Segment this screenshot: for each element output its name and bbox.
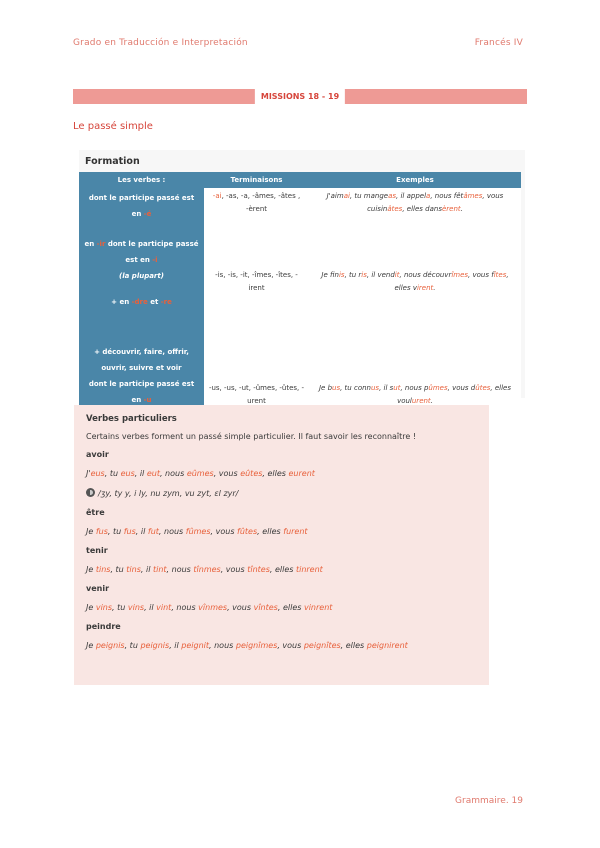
text-fragment: , nous découvr xyxy=(399,271,452,279)
text-fragment: , vous xyxy=(210,527,238,536)
ending-highlight: vins xyxy=(95,603,113,612)
text-fragment: , tu r xyxy=(344,271,362,279)
ending-highlight: tins xyxy=(126,565,141,574)
text-fragment: , il appel xyxy=(396,192,427,200)
row-label-u xyxy=(79,330,204,410)
text-fragment: , vous xyxy=(227,603,254,612)
text-fragment: , il s xyxy=(379,384,394,392)
ending-highlight: âmes xyxy=(463,192,483,200)
ending-highlight: us xyxy=(370,384,380,392)
row-label-ir xyxy=(79,234,204,330)
ending-highlight: vinrent xyxy=(303,603,333,612)
col-header-verbes: Les verbes : xyxy=(79,172,204,188)
ending-highlight: is xyxy=(338,271,345,279)
conjugation-peindre xyxy=(86,641,477,651)
row-label-ending: -re xyxy=(160,298,172,306)
ending-highlight: eurent xyxy=(288,469,315,478)
text-fragment: , elles v xyxy=(394,271,509,292)
text-fragment: , nous xyxy=(209,641,236,650)
ending-highlight: fûmes xyxy=(185,527,211,536)
conjugation-table xyxy=(79,172,521,410)
ending-highlight: peignîmes xyxy=(235,641,278,650)
verb-tenir: tenir xyxy=(86,546,108,555)
text-fragment: , nous xyxy=(159,469,187,478)
text-fragment: . xyxy=(460,205,463,213)
text-fragment: Je xyxy=(86,641,96,650)
table-row xyxy=(79,330,521,410)
text-fragment: , il xyxy=(140,565,153,574)
ending-highlight: peignîtes xyxy=(303,641,341,650)
text-fragment: , vous xyxy=(277,641,304,650)
text-fragment: , elles xyxy=(277,603,304,612)
text-fragment: , -as, -a, -âmes, -âtes , -èrent xyxy=(221,192,301,213)
ending-highlight: tint xyxy=(152,565,167,574)
row-label-text: + en xyxy=(111,298,132,306)
text-fragment: , vous xyxy=(220,565,248,574)
header-subject: Francés IV xyxy=(474,38,523,48)
ending-highlight: us xyxy=(332,384,341,392)
conjugation-tenir xyxy=(86,565,477,575)
ending-highlight: èrent xyxy=(442,205,461,213)
ending-highlight: vins xyxy=(127,603,145,612)
ending-highlight: ut xyxy=(393,384,401,392)
ending-highlight: is xyxy=(361,271,367,279)
ending-highlight: vint xyxy=(156,603,172,612)
text-fragment: , vous d xyxy=(447,384,476,392)
verb-peindre: peindre xyxy=(86,622,121,631)
ending-highlight: îmes xyxy=(451,271,469,279)
row-label-ending: -u xyxy=(143,396,152,404)
text-fragment: , vous xyxy=(213,469,241,478)
text-fragment: , tu conn xyxy=(340,384,371,392)
ending-highlight: tinrent xyxy=(295,565,323,574)
table-row xyxy=(79,234,521,330)
ending-highlight: it xyxy=(394,271,400,279)
text-fragment: Je b xyxy=(318,384,333,392)
terminations-cell xyxy=(204,234,309,330)
row-label-text: dont le participe passé est en xyxy=(105,240,199,264)
ending-highlight: furent xyxy=(283,527,308,536)
text-fragment: , elles xyxy=(257,527,284,536)
ending-highlight: eûtes xyxy=(240,469,263,478)
ending-highlight: a xyxy=(426,192,431,200)
row-label-ending: -i xyxy=(152,256,158,264)
text-fragment: , elles xyxy=(269,565,296,574)
phonetic-line xyxy=(86,488,477,499)
text-fragment: , elles dans xyxy=(402,205,442,213)
ending-highlight: eûmes xyxy=(186,469,214,478)
ending-highlight: tîntes xyxy=(247,565,270,574)
col-header-exemples: Exemples xyxy=(309,172,521,188)
page-footer: Grammaire. 19 xyxy=(455,796,523,806)
ending-highlight: peignit xyxy=(181,641,210,650)
text-fragment: J'aim xyxy=(326,192,344,200)
terminations-cell xyxy=(204,188,309,234)
ending-highlight: âtes xyxy=(387,205,403,213)
row-label-note: (la plupart) xyxy=(119,272,164,280)
header-course: Grado en Traducción e Interpretación xyxy=(73,38,248,48)
text-fragment: , nous xyxy=(171,603,199,612)
ending-highlight: -ai xyxy=(212,192,222,200)
ending-highlight: tins xyxy=(95,565,111,574)
conjugation-venir xyxy=(86,603,477,613)
text-fragment: , nous xyxy=(166,565,194,574)
row-label-ending: -dre xyxy=(131,298,148,306)
missions-banner xyxy=(73,89,527,104)
ending-highlight: ai xyxy=(343,192,350,200)
examples-cell xyxy=(309,188,521,234)
ending-highlight: fut xyxy=(147,527,159,536)
text-fragment: , tu mange xyxy=(349,192,389,200)
ending-highlight: fus xyxy=(95,527,108,536)
ending-highlight: vînmes xyxy=(198,603,228,612)
text-fragment: , il xyxy=(144,603,157,612)
formation-box xyxy=(79,150,525,405)
ending-highlight: ûtes xyxy=(475,384,491,392)
ending-highlight: ûmes xyxy=(428,384,448,392)
ending-highlight: peignis xyxy=(140,641,170,650)
text-fragment: Je xyxy=(86,565,96,574)
box-intro: Certains verbes forment un passé simple particulier. Il faut savoir les reconnaître ! xyxy=(86,432,417,441)
examples-cell xyxy=(309,330,521,410)
text-fragment: , tu xyxy=(110,565,127,574)
text-fragment: . xyxy=(430,397,433,405)
formation-title: Formation xyxy=(85,156,140,167)
text-fragment: -us, -us, -ut, -ûmes, -ûtes, -urent xyxy=(208,384,305,405)
text-fragment: , nous p xyxy=(400,384,429,392)
table-row xyxy=(79,188,521,234)
text-fragment: , vous f xyxy=(468,271,494,279)
ending-highlight: fus xyxy=(123,527,136,536)
text-fragment: Je xyxy=(86,527,96,536)
row-label-text: + découvrir, faire, offrir, ouvrir, suivre et voir xyxy=(94,348,189,372)
box-title: Verbes particuliers xyxy=(86,414,177,424)
ending-highlight: eus xyxy=(90,469,105,478)
text-fragment: , tu xyxy=(112,603,128,612)
conjugation-etre xyxy=(86,527,477,537)
section-title: Le passé simple xyxy=(73,121,153,132)
text-fragment: , il xyxy=(135,527,148,536)
text-fragment: , nous fêt xyxy=(430,192,464,200)
col-header-terminaisons: Terminaisons xyxy=(204,172,309,188)
row-label-text: en xyxy=(84,240,97,248)
row-label-text: dont le participe passé est en xyxy=(88,380,195,404)
verbes-particuliers-box xyxy=(74,405,489,685)
verb-avoir: avoir xyxy=(86,450,109,459)
row-label-ending: -ir xyxy=(96,240,106,248)
terminations-cell xyxy=(204,330,309,410)
verb-venir: venir xyxy=(86,584,110,593)
text-fragment: Je fin xyxy=(321,271,339,279)
table-header-row xyxy=(79,172,521,188)
row-label-text: dont le participe passé est en xyxy=(88,194,195,218)
row-label-er xyxy=(79,188,204,234)
text-fragment: . xyxy=(433,284,436,292)
text-fragment: , il xyxy=(169,641,182,650)
banner-label: MISSIONS 18 - 19 xyxy=(255,89,345,104)
verb-etre: être xyxy=(86,508,105,517)
text-fragment: , tu xyxy=(124,641,141,650)
text-fragment: , elles xyxy=(262,469,289,478)
ending-highlight: as xyxy=(388,192,397,200)
row-label-ending: -é xyxy=(143,210,152,218)
ending-highlight: peignis xyxy=(95,641,125,650)
text-fragment: , il xyxy=(134,469,147,478)
text-fragment: , il vend xyxy=(366,271,395,279)
row-label-text: et xyxy=(147,298,161,306)
examples-cell xyxy=(309,234,521,330)
ending-highlight: fûtes xyxy=(237,527,258,536)
ending-highlight: urent xyxy=(411,397,431,405)
text-fragment: , vous cuisin xyxy=(367,192,504,213)
ending-highlight: eus xyxy=(120,469,135,478)
audio-icon[interactable] xyxy=(86,488,95,497)
text-fragment: Je xyxy=(86,603,96,612)
ending-highlight: îtes xyxy=(493,271,507,279)
ending-highlight: irent xyxy=(416,284,434,292)
text-fragment: , tu xyxy=(107,527,124,536)
ending-highlight: vîntes xyxy=(253,603,278,612)
ending-highlight: tînmes xyxy=(193,565,221,574)
text-fragment: J' xyxy=(86,469,91,478)
ending-highlight: peignirent xyxy=(366,641,408,650)
text-fragment: , elles xyxy=(340,641,367,650)
text-fragment: , nous xyxy=(158,527,186,536)
conjugation-avoir xyxy=(86,469,477,479)
text-fragment: -is, -is, -it, -îmes, -îtes, -irent xyxy=(215,271,298,292)
ending-highlight: eut xyxy=(146,469,160,478)
phonetic-text: /ʒy, ty y, i ly, nu zym, vu zyt, ɛl zyr/ xyxy=(98,489,239,498)
text-fragment: , tu xyxy=(104,469,121,478)
text-fragment: , elles voul xyxy=(397,384,512,405)
